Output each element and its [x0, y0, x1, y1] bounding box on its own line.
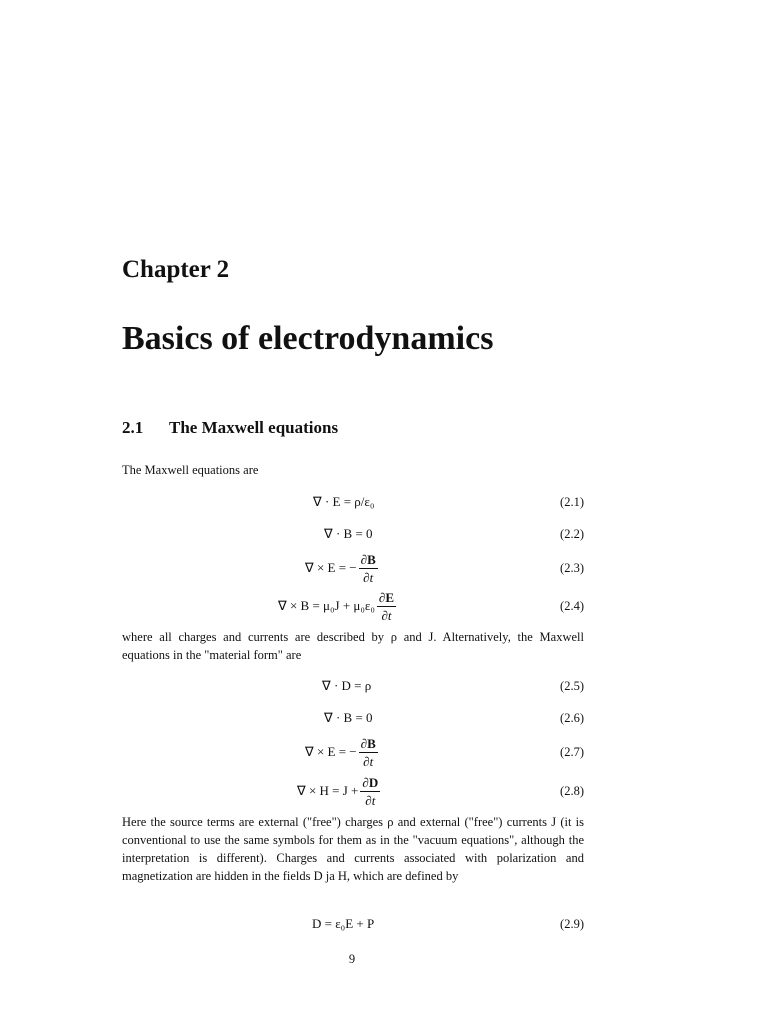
- fraction-denominator: ∂t: [363, 753, 374, 769]
- equation-lhs: ∇ × E = −: [305, 560, 357, 575]
- fraction-denominator: ∂t: [363, 569, 374, 585]
- equation-number: (2.3): [560, 560, 584, 575]
- equation-2-3: [122, 550, 584, 586]
- equation-number: (2.4): [560, 598, 584, 613]
- equation-number: (2.2): [560, 526, 584, 541]
- paragraph-intro: The Maxwell equations are: [122, 463, 259, 477]
- equation-body: ∇ · B = 0: [324, 710, 373, 725]
- fraction: [359, 552, 378, 585]
- equation-lhs: ∇ × H = J +: [297, 783, 359, 798]
- equation-number: (2.1): [560, 494, 584, 509]
- fraction-denominator: ∂t: [365, 792, 376, 808]
- fraction-numerator: ∂B: [360, 551, 376, 567]
- fraction-numerator: ∂D: [362, 774, 379, 790]
- equation-number: (2.6): [560, 710, 584, 725]
- equation-2-2: [122, 516, 584, 552]
- fraction: [360, 775, 380, 808]
- chapter-label: Chapter 2: [122, 256, 230, 283]
- paragraph-after-vacuum: where all charges and currents are described by ρ and J. Alternatively, the Maxwell equations in the "material form" are: [122, 630, 584, 662]
- equation-2-7: [122, 734, 584, 770]
- equation-2-4: [122, 588, 584, 624]
- section-title: The Maxwell equations: [169, 418, 339, 437]
- equation-2-9: [122, 906, 584, 942]
- page-number: 9: [348, 952, 356, 966]
- equation-body: [305, 550, 380, 586]
- equation-number: (2.7): [560, 744, 584, 759]
- section-number: 2.1: [122, 418, 144, 437]
- equation-body: ∇ · D = ρ: [322, 678, 372, 693]
- equation-2-5: [122, 668, 584, 704]
- fraction-numerator: ∂B: [360, 735, 376, 751]
- equation-2-1: [122, 484, 584, 520]
- equation-lhs: ∇ × E = −: [305, 744, 357, 759]
- fraction: [377, 590, 396, 623]
- paragraph-after-material: Here the source terms are external ("free") charges ρ and external ("free") currents J (it is conventional to use the same symbols for them as in the "vacuum equations", although the interpretation is different). Charges and currents associated with polarization and magnetization are hidden in the fields D ja H, which are defined by: [122, 815, 584, 883]
- fraction: [359, 736, 378, 769]
- chapter-title: Basics of electrodynamics: [122, 320, 494, 357]
- equation-number: (2.5): [560, 678, 584, 693]
- equation-2-6: [122, 700, 584, 736]
- fraction-denominator: ∂t: [381, 607, 392, 623]
- equation-lhs: ∇ × B = μ₀J + μ₀ε₀: [278, 598, 375, 613]
- equation-body: [305, 734, 380, 770]
- section-heading: [122, 418, 338, 438]
- equation-body: [297, 773, 382, 809]
- equation-number: (2.8): [560, 783, 584, 798]
- equation-body: ∇ · E = ρ/ε₀: [313, 494, 375, 509]
- equation-body: [278, 588, 398, 624]
- equation-2-8: [122, 773, 584, 809]
- equation-number: (2.9): [560, 916, 584, 931]
- fraction-numerator: ∂E: [378, 589, 395, 605]
- equation-body: ∇ · B = 0: [324, 526, 373, 541]
- equation-body: D = ε₀E + P: [312, 916, 375, 931]
